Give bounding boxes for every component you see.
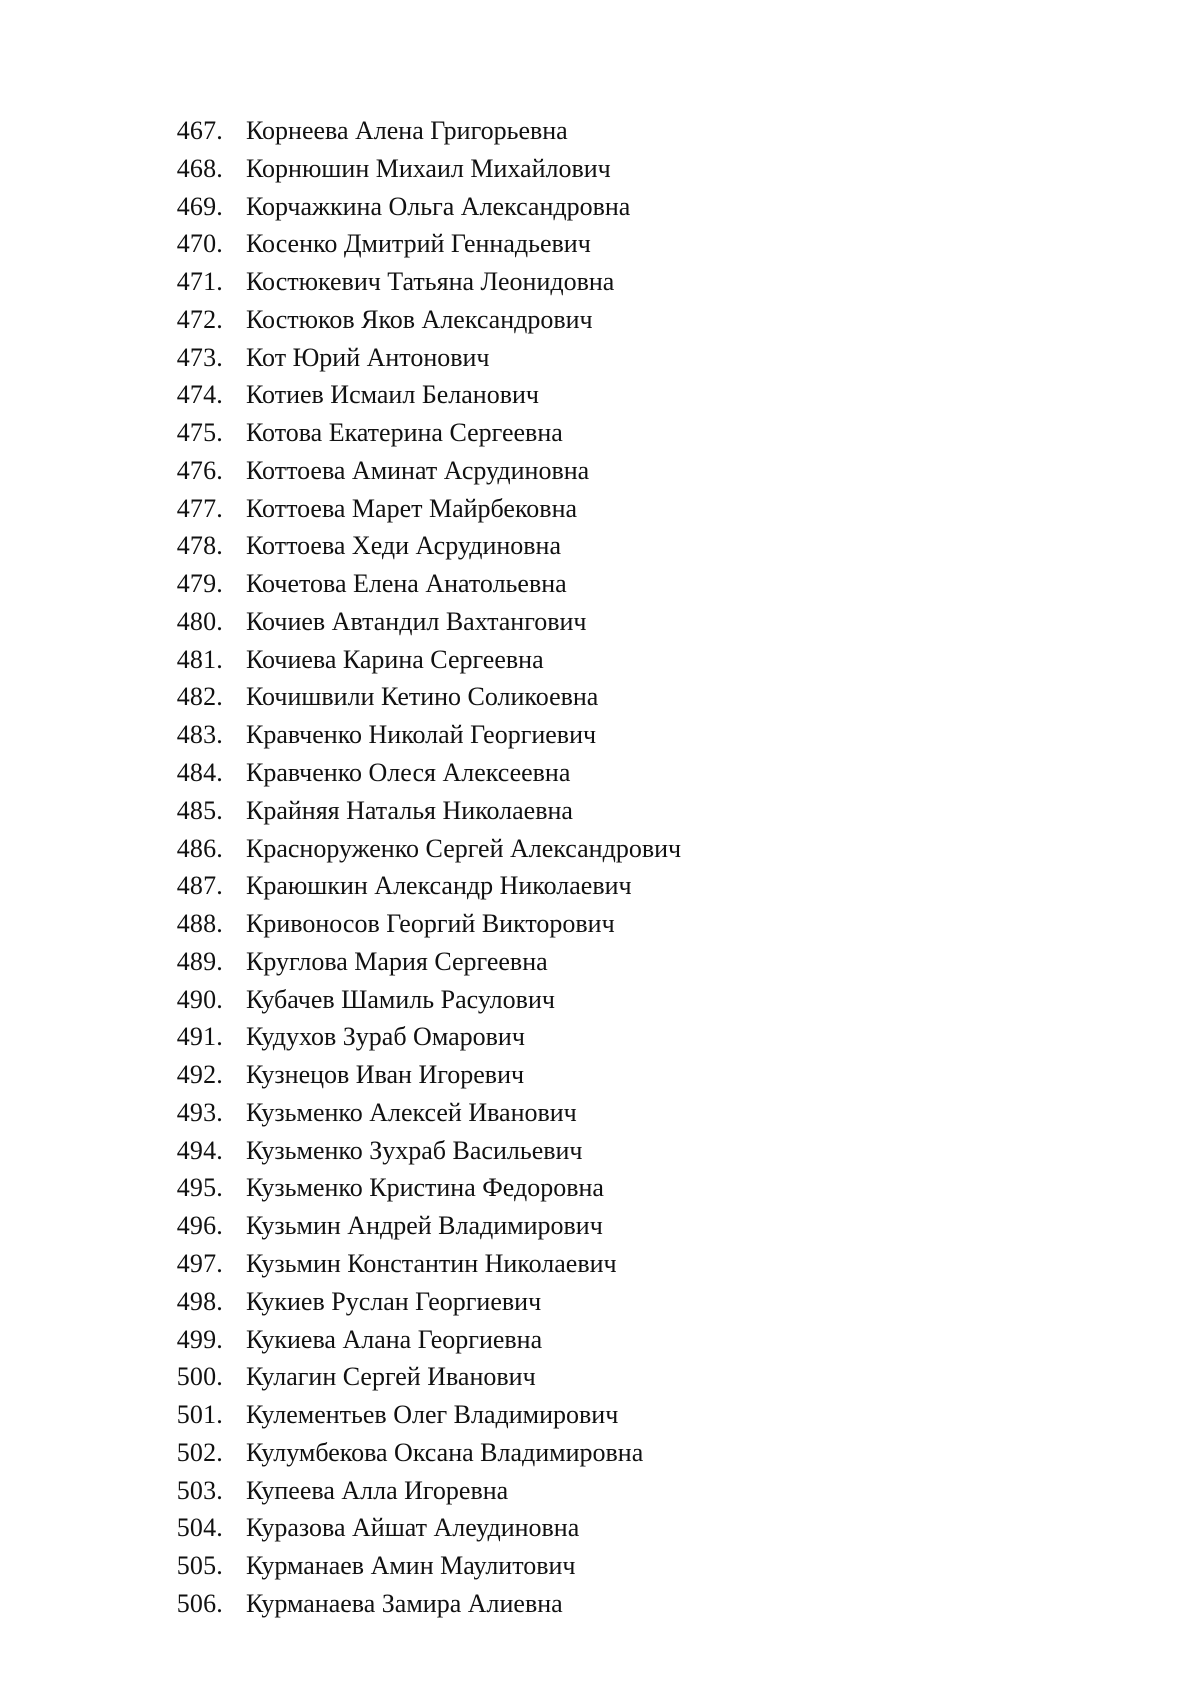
list-item [0,603,1200,641]
entry-name: Кочиева Карина Сергеевна [246,644,544,674]
entry-number: 496. [176,1211,223,1241]
entry-name: Крайняя Наталья Николаевна [246,795,573,825]
list-item [0,225,1200,263]
entry-number: 504. [176,1513,223,1543]
entry-number: 467. [176,116,223,145]
entry-name: Кривоносов Георгий Викторович [246,909,615,939]
entry-name: Костюкевич Татьяна Леонидовна [246,267,615,297]
list-item [0,905,1200,943]
entry-name: Костюков Яков Александрович [246,304,593,334]
entry-name: Корнеева Алена Григорьевна [246,116,568,145]
entry-number: 470. [176,229,223,259]
entry-number: 499. [176,1324,223,1354]
list-item [0,112,1200,150]
entry-number: 469. [176,191,223,221]
entry-name: Красноруженко Сергей Александрович [246,833,682,863]
list-item [0,678,1200,716]
entry-number: 479. [176,569,223,599]
entry-name: Кравченко Николай Георгиевич [246,720,597,750]
entry-number: 471. [176,267,223,297]
list-item [0,943,1200,981]
entry-number: 484. [176,758,223,788]
list-item [0,1358,1200,1396]
list-item [0,301,1200,339]
list-item [0,376,1200,414]
entry-number: 497. [176,1248,223,1278]
list-item [0,1018,1200,1056]
entry-name: Круглова Мария Сергеевна [246,946,548,976]
entry-number: 475. [176,418,223,448]
entry-number: 491. [176,1022,223,1052]
list-item [0,414,1200,452]
list-item [0,1472,1200,1510]
entry-name: Краюшкин Александр Николаевич [246,871,632,901]
list-item [0,641,1200,679]
entry-number: 498. [176,1286,223,1316]
list-item [0,1509,1200,1547]
entry-number: 482. [176,682,223,712]
entry-name: Корнюшин Михаил Михайлович [246,153,611,183]
list-item [0,188,1200,226]
entry-number: 495. [176,1173,223,1203]
entry-number: 480. [176,606,223,636]
entry-name: Кузьменко Зухраб Васильевич [246,1135,583,1165]
entry-number: 493. [176,1097,223,1127]
entry-name: Коттоева Хеди Асрудиновна [246,531,562,561]
list-item [0,263,1200,301]
entry-number: 490. [176,984,223,1014]
entry-name: Коттоева Марет Майрбековна [246,493,578,523]
list-item [0,1094,1200,1132]
list-item [0,867,1200,905]
entry-name: Кукиев Руслан Георгиевич [246,1286,542,1316]
entry-number: 502. [176,1437,223,1467]
entry-name: Куразова Айшат Алеудиновна [246,1513,580,1543]
entry-name: Кузнецов Иван Игоревич [246,1060,525,1090]
entry-name: Кубачев Шамиль Расулович [246,984,555,1014]
list-item [0,1321,1200,1359]
entry-name: Кот Юрий Антонович [246,342,490,372]
list-item [0,339,1200,377]
entry-number: 506. [176,1588,223,1618]
entry-name: Коттоева Аминат Асрудиновна [246,455,590,485]
entry-name: Косенко Дмитрий Геннадьевич [246,229,591,259]
list-item [0,527,1200,565]
entry-name: Курманаева Замира Алиевна [246,1588,563,1618]
entry-number: 477. [176,493,223,523]
entry-name: Кузьмин Андрей Владимирович [246,1211,603,1241]
list-item [0,754,1200,792]
entry-number: 505. [176,1551,223,1581]
list-item [0,1396,1200,1434]
entry-name: Кочетова Елена Анатольевна [246,569,567,599]
entry-number: 488. [176,909,223,939]
entry-name: Кузьмин Константин Николаевич [246,1248,617,1278]
list-item [0,1132,1200,1170]
entry-number: 483. [176,720,223,750]
entry-number: 485. [176,795,223,825]
entry-number: 494. [176,1135,223,1165]
list-item [0,150,1200,188]
entry-number: 474. [176,380,223,410]
entry-number: 503. [176,1475,223,1505]
name-list [0,112,1200,1623]
entry-name: Купеева Алла Игоревна [246,1475,509,1505]
list-item [0,565,1200,603]
entry-name: Котова Екатерина Сергеевна [246,418,563,448]
entry-name: Кузьменко Алексей Иванович [246,1097,577,1127]
list-item [0,452,1200,490]
entry-name: Котиев Исмаил Беланович [246,380,539,410]
entry-number: 489. [176,946,223,976]
entry-number: 472. [176,304,223,334]
entry-number: 501. [176,1400,223,1430]
entry-number: 487. [176,871,223,901]
entry-number: 478. [176,531,223,561]
list-item [0,981,1200,1019]
entry-name: Корчажкина Ольга Александровна [246,191,631,221]
entry-number: 500. [176,1362,223,1392]
list-item [0,1547,1200,1585]
list-item [0,1207,1200,1245]
entry-name: Кулементьев Олег Владимирович [246,1400,619,1430]
entry-number: 481. [176,644,223,674]
list-item [0,1585,1200,1623]
entry-name: Курманаев Амин Маулитович [246,1551,576,1581]
list-item [0,1434,1200,1472]
entry-number: 492. [176,1060,223,1090]
entry-name: Кочишвили Кетино Соликоевна [246,682,599,712]
list-item [0,1245,1200,1283]
entry-number: 468. [176,153,223,183]
entry-number: 473. [176,342,223,372]
list-item [0,490,1200,528]
entry-number: 476. [176,455,223,485]
list-item [0,1056,1200,1094]
list-item [0,716,1200,754]
list-item [0,830,1200,868]
list-item [0,1283,1200,1321]
entry-name: Кукиева Алана Георгиевна [246,1324,543,1354]
entry-name: Кочиев Автандил Вахтангович [246,606,587,636]
entry-name: Кулумбекова Оксана Владимировна [246,1437,644,1467]
entry-name: Кудухов Зураб Омарович [246,1022,525,1052]
entry-number: 486. [176,833,223,863]
list-item [0,792,1200,830]
list-item [0,1169,1200,1207]
entry-name: Кравченко Олеся Алексеевна [246,758,571,788]
entry-name: Кулагин Сергей Иванович [246,1362,536,1392]
entry-name: Кузьменко Кристина Федоровна [246,1173,604,1203]
